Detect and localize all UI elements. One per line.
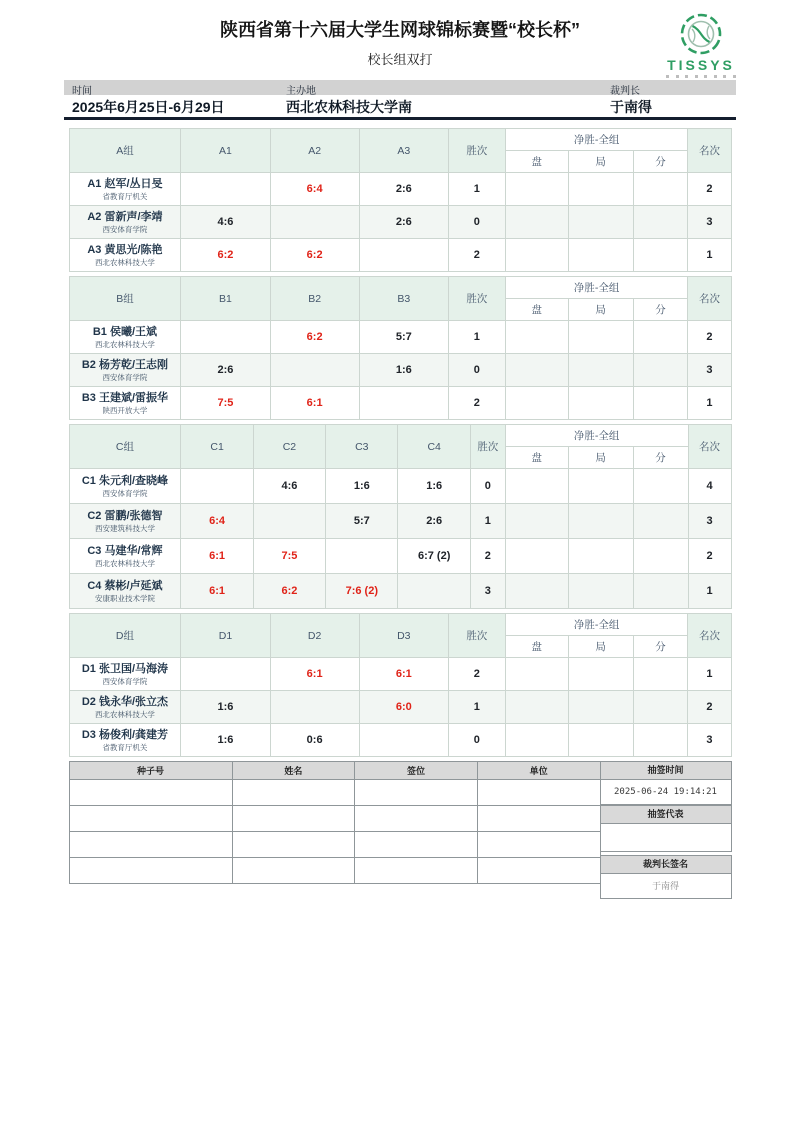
- team-cell: [69, 387, 181, 420]
- rank-cell: 2: [688, 539, 731, 574]
- team-name: A3 黄思光/陈艳: [87, 243, 163, 256]
- score-cell: 6:1: [270, 658, 359, 691]
- team-name: B2 杨芳乾/王志刚: [81, 358, 169, 371]
- team-org: 西安体育学院: [102, 676, 148, 686]
- self-match-diagonal-cell: [181, 658, 270, 691]
- net-sub-header: 盘: [505, 299, 568, 321]
- team-row: [69, 658, 731, 691]
- sign-empty-cell: [477, 780, 600, 806]
- self-match-diagonal-cell: [253, 504, 325, 539]
- team-name: D3 杨俊利/龚建芳: [81, 728, 169, 741]
- group-name: C组: [69, 425, 181, 469]
- group-name: B组: [69, 277, 181, 321]
- page-title: 陕西省第十六届大学生网球锦标赛暨“校长杯”: [220, 20, 580, 40]
- score-cell: 4:6: [253, 469, 325, 504]
- wins-cell: 1: [448, 691, 505, 724]
- net-sub-header: 分: [633, 636, 688, 658]
- draw-rep-header: 抽签代表: [600, 805, 732, 824]
- team-cell: [69, 658, 181, 691]
- score-cell: 6:2: [270, 321, 359, 354]
- net-games-cell: [568, 658, 633, 691]
- draw-rep-value: [600, 824, 732, 852]
- team-cell: [69, 469, 181, 504]
- team-name: B3 王建斌/雷振华: [81, 391, 169, 404]
- rank-cell: 2: [688, 173, 731, 206]
- score-cell: 1:6: [326, 469, 398, 504]
- sign-col-header: 姓名: [232, 762, 355, 780]
- wins-header: 胜次: [470, 425, 505, 469]
- info-bar: [64, 80, 736, 120]
- tennis-ball-icon: [658, 12, 744, 56]
- logo-text: TISSYS: [667, 57, 735, 73]
- team-row: [69, 724, 731, 757]
- score-cell: 6:2: [253, 574, 325, 609]
- sign-empty-cell: [355, 832, 478, 858]
- team-row: [69, 206, 731, 239]
- net-group-header: 净胜-全组: [505, 129, 688, 151]
- wins-cell: 3: [470, 574, 505, 609]
- rank-cell: 3: [688, 724, 731, 757]
- team-org: 陕西开放大学: [102, 405, 148, 415]
- sign-empty-cell: [355, 806, 478, 832]
- score-cell: 6:7 (2): [398, 539, 470, 574]
- team-cell: [69, 239, 181, 272]
- wins-header: 胜次: [448, 129, 505, 173]
- self-match-diagonal-cell: [359, 724, 448, 757]
- team-row: [69, 691, 731, 724]
- sign-empty-cell: [355, 780, 478, 806]
- net-points-cell: [633, 539, 688, 574]
- net-sets-cell: [505, 574, 568, 609]
- score-cell: 1:6: [398, 469, 470, 504]
- sign-empty-row: [69, 858, 600, 884]
- opponent-col-header: C4: [398, 425, 470, 469]
- sign-empty-cell: [69, 832, 232, 858]
- net-sets-cell: [505, 206, 568, 239]
- self-match-diagonal-cell: [270, 354, 359, 387]
- self-match-diagonal-cell: [181, 321, 270, 354]
- score-cell: 6:4: [270, 173, 359, 206]
- rank-cell: 1: [688, 658, 731, 691]
- team-cell: [69, 354, 181, 387]
- opponent-col-header: B2: [270, 277, 359, 321]
- sign-empty-cell: [232, 780, 355, 806]
- rank-cell: 1: [688, 387, 731, 420]
- rank-cell: 4: [688, 469, 731, 504]
- net-sub-header: 分: [633, 299, 688, 321]
- net-sets-cell: [505, 354, 568, 387]
- wins-cell: 0: [448, 206, 505, 239]
- logo-tagline-dots: [658, 75, 744, 78]
- net-points-cell: [633, 724, 688, 757]
- sign-empty-cell: [477, 832, 600, 858]
- score-cell: 2:6: [359, 173, 448, 206]
- self-match-diagonal-cell: [359, 239, 448, 272]
- venue-value: 西北农林科技大学南: [286, 99, 412, 115]
- score-cell: 6:1: [359, 658, 448, 691]
- team-name: D2 钱永华/张立杰: [81, 695, 169, 708]
- team-row: [69, 469, 731, 504]
- team-cell: [69, 173, 181, 206]
- wins-cell: 0: [470, 469, 505, 504]
- group-name: A组: [69, 129, 181, 173]
- sign-empty-cell: [232, 806, 355, 832]
- score-cell: 1:6: [181, 724, 270, 757]
- team-cell: [69, 504, 181, 539]
- draw-time-value: 2025-06-24 19:14:21: [600, 780, 732, 805]
- self-match-diagonal-cell: [359, 387, 448, 420]
- score-cell: 5:7: [359, 321, 448, 354]
- net-games-cell: [568, 469, 633, 504]
- net-points-cell: [633, 321, 688, 354]
- net-sub-header: 盘: [505, 636, 568, 658]
- referee-label: 裁判长: [610, 85, 640, 97]
- net-sub-header: 盘: [505, 151, 568, 173]
- opponent-col-header: C3: [326, 425, 398, 469]
- group-table-3: [69, 613, 732, 757]
- sign-empty-cell: [69, 806, 232, 832]
- sign-col-header: 单位: [477, 762, 600, 780]
- net-games-cell: [568, 387, 633, 420]
- net-sub-header: 分: [633, 151, 688, 173]
- score-cell: 7:5: [253, 539, 325, 574]
- team-org: 西北农林科技大学: [94, 558, 155, 568]
- team-cell: [69, 539, 181, 574]
- score-cell: 0:6: [270, 724, 359, 757]
- opponent-col-header: C1: [181, 425, 253, 469]
- wins-cell: 2: [448, 239, 505, 272]
- team-name: C2 雷鹏/张德智: [87, 509, 163, 522]
- referee-value: 于南得: [610, 99, 652, 115]
- referee-sign-value: 于南得: [600, 874, 732, 899]
- net-group-header: 净胜-全组: [505, 425, 688, 447]
- opponent-col-header: D1: [181, 614, 270, 658]
- team-org: 安康职业技术学院: [94, 593, 155, 603]
- page-subtitle: 校长组双打: [367, 52, 433, 67]
- team-org: 西北农林科技大学: [94, 709, 155, 719]
- group-table-1: [69, 276, 732, 420]
- net-points-cell: [633, 206, 688, 239]
- opponent-col-header: B1: [181, 277, 270, 321]
- score-cell: 6:1: [270, 387, 359, 420]
- team-name: C4 蔡彬/卢延斌: [87, 579, 163, 592]
- wins-cell: 1: [470, 504, 505, 539]
- referee-sign-header: 裁判长签名: [600, 855, 732, 874]
- net-points-cell: [633, 469, 688, 504]
- score-cell: 1:6: [359, 354, 448, 387]
- net-points-cell: [633, 504, 688, 539]
- self-match-diagonal-cell: [270, 691, 359, 724]
- opponent-col-header: A1: [181, 129, 270, 173]
- time-label: 时间: [72, 85, 92, 97]
- team-cell: [69, 724, 181, 757]
- net-sets-cell: [505, 724, 568, 757]
- rank-cell: 1: [688, 574, 731, 609]
- wins-cell: 0: [448, 354, 505, 387]
- draw-time-header: 抽签时间: [600, 761, 732, 780]
- wins-header: 胜次: [448, 277, 505, 321]
- net-games-cell: [568, 321, 633, 354]
- net-points-cell: [633, 239, 688, 272]
- net-group-header: 净胜-全组: [505, 277, 688, 299]
- sign-empty-row: [69, 806, 600, 832]
- net-sub-header: 盘: [505, 447, 568, 469]
- team-org: 西安建筑科技大学: [94, 523, 155, 533]
- rank-cell: 2: [688, 691, 731, 724]
- opponent-col-header: D3: [359, 614, 448, 658]
- score-cell: 5:7: [326, 504, 398, 539]
- score-cell: 6:4: [181, 504, 253, 539]
- net-points-cell: [633, 574, 688, 609]
- wins-cell: 0: [448, 724, 505, 757]
- net-games-cell: [568, 173, 633, 206]
- score-cell: 6:1: [181, 574, 253, 609]
- signature-header-row: [69, 762, 600, 780]
- rank-cell: 3: [688, 354, 731, 387]
- team-row: [69, 539, 731, 574]
- net-group-header: 净胜-全组: [505, 614, 688, 636]
- net-sub-header: 局: [568, 151, 633, 173]
- rank-cell: 3: [688, 504, 731, 539]
- net-points-cell: [633, 691, 688, 724]
- team-org: 西安体育学院: [102, 488, 148, 498]
- opponent-col-header: C2: [253, 425, 325, 469]
- score-cell: 1:6: [181, 691, 270, 724]
- self-match-diagonal-cell: [398, 574, 470, 609]
- score-cell: 6:2: [181, 239, 270, 272]
- wins-cell: 2: [470, 539, 505, 574]
- score-cell: 4:6: [181, 206, 270, 239]
- signature-section: [69, 761, 732, 899]
- sign-col-header: 签位: [355, 762, 478, 780]
- opponent-col-header: B3: [359, 277, 448, 321]
- score-cell: 2:6: [359, 206, 448, 239]
- score-cell: 6:0: [359, 691, 448, 724]
- team-name: C3 马建华/常辉: [87, 544, 163, 557]
- net-points-cell: [633, 658, 688, 691]
- sign-empty-cell: [477, 806, 600, 832]
- net-points-cell: [633, 354, 688, 387]
- rank-header: 名次: [688, 277, 731, 321]
- wins-cell: 2: [448, 387, 505, 420]
- net-games-cell: [568, 574, 633, 609]
- info-labels-strip: [64, 80, 736, 95]
- net-games-cell: [568, 724, 633, 757]
- net-sets-cell: [505, 658, 568, 691]
- group-table-2: [69, 424, 732, 609]
- team-row: [69, 504, 731, 539]
- team-org: 西安体育学院: [102, 372, 148, 382]
- rank-header: 名次: [688, 129, 731, 173]
- self-match-diagonal-cell: [181, 469, 253, 504]
- net-sub-header: 分: [633, 447, 688, 469]
- wins-cell: 1: [448, 173, 505, 206]
- net-sets-cell: [505, 539, 568, 574]
- opponent-col-header: D2: [270, 614, 359, 658]
- team-name: A2 雷新声/李靖: [87, 210, 163, 223]
- sign-empty-row: [69, 832, 600, 858]
- net-sets-cell: [505, 387, 568, 420]
- rank-header: 名次: [688, 614, 731, 658]
- rank-header: 名次: [688, 425, 731, 469]
- sign-empty-cell: [232, 832, 355, 858]
- net-games-cell: [568, 206, 633, 239]
- self-match-diagonal-cell: [270, 206, 359, 239]
- self-match-diagonal-cell: [181, 173, 270, 206]
- rank-cell: 1: [688, 239, 731, 272]
- draw-info-column: [600, 761, 732, 899]
- wins-cell: 1: [448, 321, 505, 354]
- sign-empty-cell: [355, 858, 478, 884]
- wins-cell: 2: [448, 658, 505, 691]
- rank-cell: 2: [688, 321, 731, 354]
- team-row: [69, 321, 731, 354]
- signature-body: [69, 780, 600, 884]
- net-points-cell: [633, 387, 688, 420]
- team-row: [69, 239, 731, 272]
- net-sets-cell: [505, 239, 568, 272]
- team-name: C1 朱元利/查晓峰: [81, 474, 169, 487]
- net-sets-cell: [505, 321, 568, 354]
- team-row: [69, 574, 731, 609]
- net-sets-cell: [505, 691, 568, 724]
- info-values-row: [64, 95, 736, 120]
- team-org: 省教育厅机关: [102, 742, 148, 752]
- team-org: 省教育厅机关: [102, 191, 148, 201]
- team-name: A1 赵军/丛日旻: [87, 177, 163, 190]
- wins-header: 胜次: [448, 614, 505, 658]
- net-games-cell: [568, 239, 633, 272]
- sign-empty-cell: [477, 858, 600, 884]
- opponent-col-header: A2: [270, 129, 359, 173]
- net-games-cell: [568, 354, 633, 387]
- team-row: [69, 387, 731, 420]
- net-sets-cell: [505, 173, 568, 206]
- team-name: B1 侯曦/王斌: [92, 325, 158, 338]
- team-org: 西北农林科技大学: [94, 257, 155, 267]
- sign-empty-row: [69, 780, 600, 806]
- group-tables: [69, 128, 732, 757]
- logo: [658, 12, 744, 78]
- score-cell: 7:5: [181, 387, 270, 420]
- sign-empty-cell: [69, 780, 232, 806]
- self-match-diagonal-cell: [326, 539, 398, 574]
- team-cell: [69, 691, 181, 724]
- score-cell: 2:6: [181, 354, 270, 387]
- team-org: 西北农林科技大学: [94, 339, 155, 349]
- sign-empty-cell: [69, 858, 232, 884]
- net-sub-header: 局: [568, 636, 633, 658]
- score-cell: 6:1: [181, 539, 253, 574]
- net-games-cell: [568, 691, 633, 724]
- seed-signature-table: [69, 761, 601, 884]
- net-sets-cell: [505, 469, 568, 504]
- team-name: D1 张卫国/马海涛: [81, 662, 169, 675]
- rank-cell: 3: [688, 206, 731, 239]
- opponent-col-header: A3: [359, 129, 448, 173]
- team-cell: [69, 321, 181, 354]
- team-cell: [69, 206, 181, 239]
- team-row: [69, 354, 731, 387]
- score-cell: 7:6 (2): [326, 574, 398, 609]
- time-value: 2025年6月25日-6月29日: [72, 99, 225, 115]
- team-row: [69, 173, 731, 206]
- sign-col-header: 种子号: [69, 762, 232, 780]
- group-table-0: [69, 128, 732, 272]
- net-sub-header: 局: [568, 447, 633, 469]
- venue-label: 主办地: [286, 85, 316, 97]
- net-games-cell: [568, 504, 633, 539]
- team-org: 西安体育学院: [102, 224, 148, 234]
- score-cell: 6:2: [270, 239, 359, 272]
- net-sets-cell: [505, 504, 568, 539]
- net-games-cell: [568, 539, 633, 574]
- net-sub-header: 局: [568, 299, 633, 321]
- team-cell: [69, 574, 181, 609]
- sign-empty-cell: [232, 858, 355, 884]
- net-points-cell: [633, 173, 688, 206]
- group-name: D组: [69, 614, 181, 658]
- score-cell: 2:6: [398, 504, 470, 539]
